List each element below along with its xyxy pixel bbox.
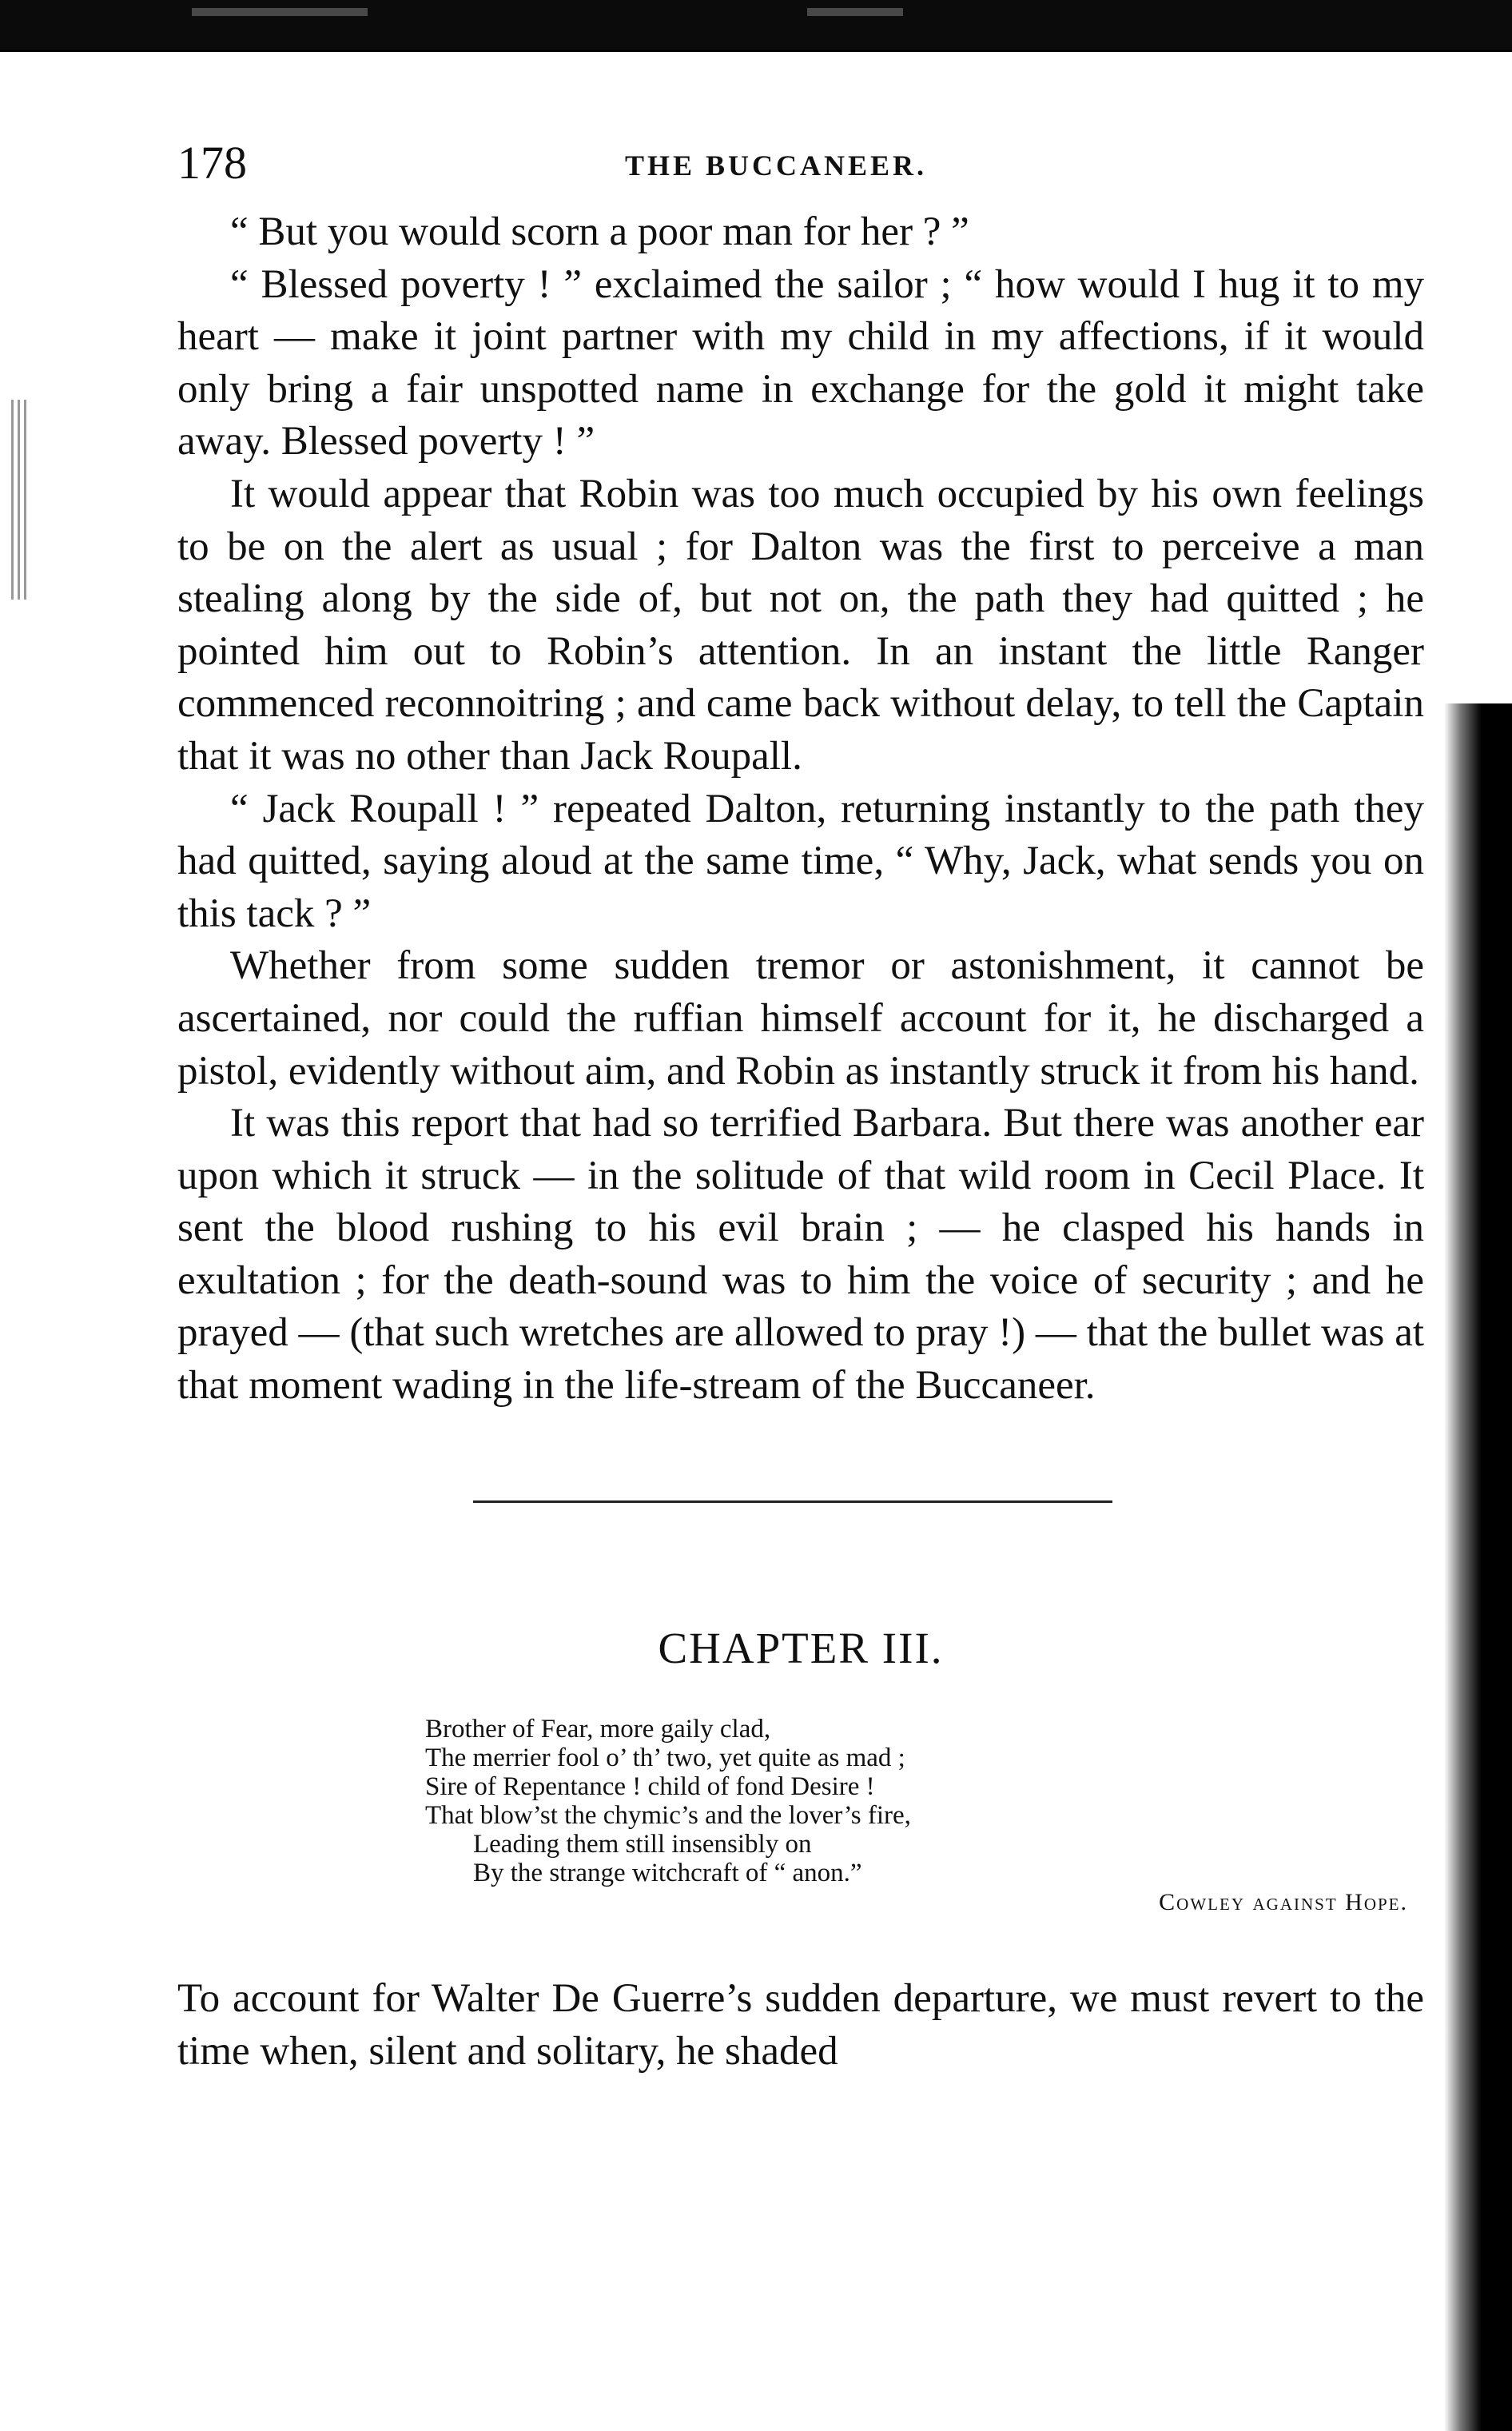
paragraph: “ Jack Roupall ! ” repeated Dalton, returning instantly to the path they had quitted, saying aloud at the same time, “ Why, Jack, what sends you on this tack ? ” (177, 786, 1424, 936)
page-edge-shadow (1444, 703, 1512, 2431)
epigraph-line: By the strange witchcraft of “ anon.” (473, 1858, 862, 1887)
chapter-title: CHAPTER III. (658, 1623, 944, 1672)
epigraph-line: The merrier fool o’ th’ two, yet quite as mad ; (425, 1743, 905, 1772)
paragraph: To account for Walter De Guerre’s sudden departure, we must revert to the time when, silent and solitary, he shaded (177, 1975, 1424, 2074)
paragraph: “ Blessed poverty ! ” exclaimed the sailor ; “ how would I hug it to my heart — make it joint partner with my child in my affections, if it would only bring a fair unspotted name in exchange for the gold it might take away. Blessed poverty ! ” (177, 261, 1424, 464)
scan-artifact (192, 8, 368, 16)
epigraph-attribution: Cowley against Hope. (1159, 1888, 1408, 1915)
epigraph-line: Brother of Fear, more gaily clad, (425, 1714, 771, 1744)
epigraph-line: That blow’st the chymic’s and the lover’s fire, (425, 1800, 911, 1830)
paragraph: “ But you would scorn a poor man for her ? ” (230, 209, 969, 254)
scan-top-border (0, 0, 1512, 52)
running-head (177, 136, 1424, 200)
body-text (177, 206, 1424, 1413)
epigraph-line: Leading them still insensibly on (473, 1829, 812, 1859)
binding-shadow (11, 400, 35, 600)
page-number: 178 (177, 137, 247, 189)
chapter-opening-text (177, 1972, 1424, 2078)
section-divider (473, 1500, 1112, 1503)
running-title: THE BUCCANEER. (625, 149, 928, 181)
paragraph: It would appear that Robin was too much occupied by his own feelings to be on the alert as usual ; for Dalton was the first to perceive a man stealing along by the side of, but not on, the path they had quitted ; he pointed him out to Robin’s attention. In an instant the little Ranger commenced reconnoitring ; and came back without delay, to tell the Captain that it was no other than Jack Roupall. (177, 471, 1424, 779)
epigraph (425, 1715, 1408, 1916)
paragraph: Whether from some sudden tremor or astonishment, it cannot be ascertained, nor could the ruffian himself account for it, he discharged a pistol, evidently without aim, and Robin as instantly struck it from his hand. (177, 943, 1424, 1094)
epigraph-line: Sire of Repentance ! child of fond Desire ! (425, 1771, 875, 1801)
paragraph: It was this report that had so terrified Barbara. But there was another ear upon which it struck — in the solitude of that wild room in Cecil Place. It sent the blood rushing to his evil brain ; — he clasped his hands in exultation ; for the death-sound was to him the voice of security ; and he prayed — (that such wretches are allowed to pray !) — that the bullet was at that moment wading in the life-stream of the Buccaneer. (177, 1101, 1424, 1409)
book-page (177, 136, 1424, 2078)
scan-artifact (807, 8, 903, 16)
